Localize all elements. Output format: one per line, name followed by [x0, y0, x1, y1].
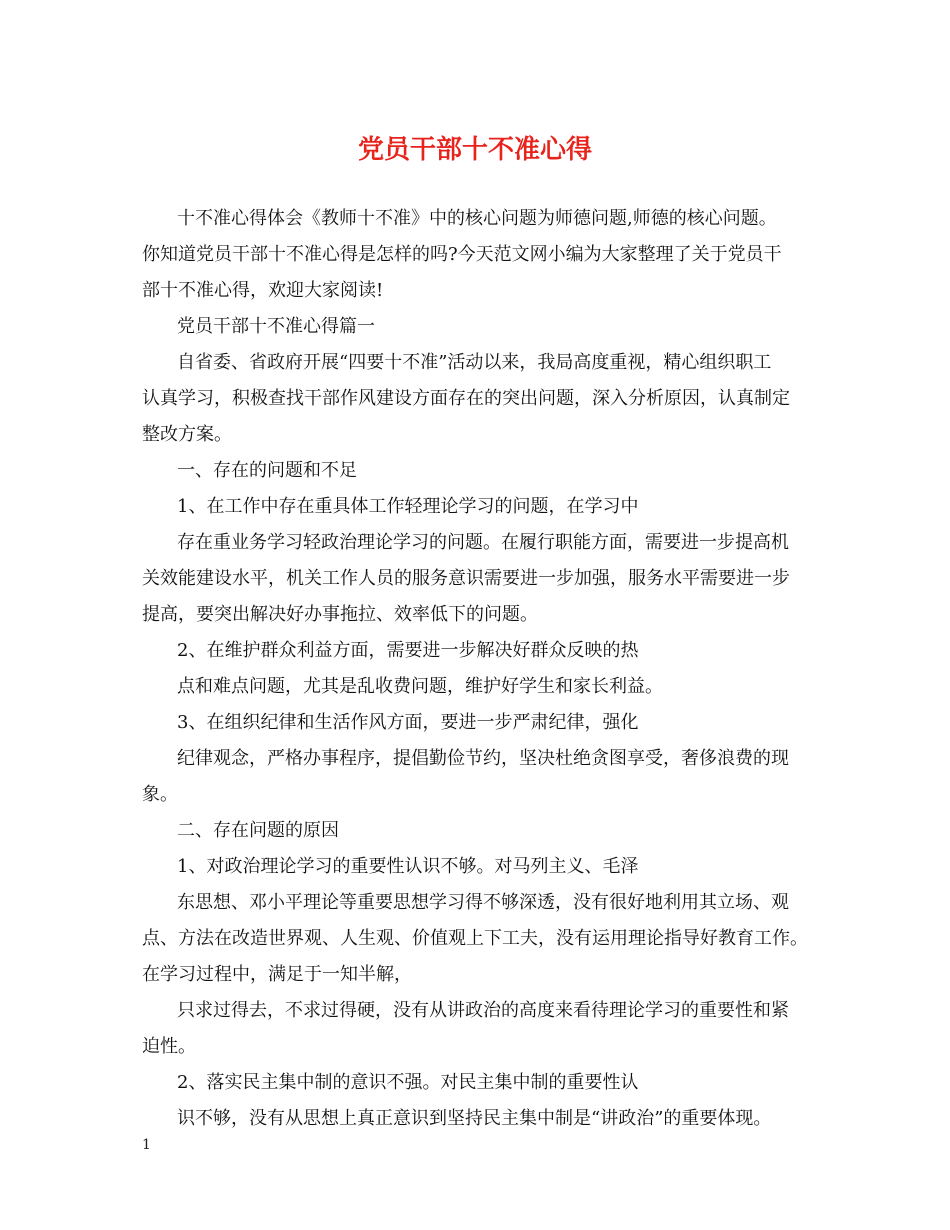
body-line: 点、方法在改造世界观、人生观、价值观上下工夫，没有运用理论指导好教育工作。 [142, 928, 808, 949]
body-line: 只求过得去，不求过得硬，没有从讲政治的高度来看待理论学习的重要性和紧 [177, 1000, 789, 1021]
body-line: 1、在工作中存在重具体工作轻理论学习的问题，在学习中 [177, 496, 639, 517]
body-line: 自省委、省政府开展“四要十不准”活动以来，我局高度重视，精心组织职工 [177, 352, 772, 373]
body-line: 点和难点问题，尤其是乱收费问题，维护好学生和家长利益。 [177, 676, 663, 697]
body-line: 东思想、邓小平理论等重要思想学习得不够深透，没有很好地利用其立场、观 [177, 892, 789, 913]
body-line: 你知道党员干部十不准心得是怎样的吗?今天范文网小编为大家整理了关于党员干 [142, 244, 782, 265]
body-line: 识不够，没有从思想上真正意识到坚持民主集中制是“讲政治”的重要体现。 [177, 1108, 772, 1129]
body-line: 存在重业务学习轻政治理论学习的问题。在履行职能方面，需要进一步提高机 [177, 532, 789, 553]
body-line: 关效能建设水平，机关工作人员的服务意识需要进一步加强，服务水平需要进一步 [142, 568, 790, 589]
body-line: 部十不准心得，欢迎大家阅读! [142, 280, 384, 301]
body-line: 纪律观念，严格办事程序，提倡勤俭节约，坚决杜绝贪图享受，奢侈浪费的现 [177, 748, 789, 769]
body-line: 认真学习，积极查找干部作风建设方面存在的突出问题，深入分析原因，认真制定 [142, 388, 790, 409]
body-line: 十不准心得体会《教师十不准》中的核心问题为师德问题,师德的核心问题。 [177, 208, 777, 229]
document-title: 党员干部十不准心得 [357, 135, 592, 165]
body-line: 2、落实民主集中制的意识不强。对民主集中制的重要性认 [177, 1072, 639, 1093]
body-line: 整改方案。 [142, 424, 232, 445]
body-line: 象。 [142, 784, 178, 805]
body-line: 2、在维护群众利益方面，需要进一步解决好群众反映的热 [177, 640, 639, 661]
body-line: 党员干部十不准心得篇一 [177, 316, 375, 337]
body-line: 在学习过程中，满足于一知半解， [142, 964, 412, 985]
document-body [142, 201, 822, 1137]
page-number: 1 [142, 1137, 151, 1153]
body-line: 1、对政治理论学习的重要性认识不够。对马列主义、毛泽 [177, 856, 639, 877]
body-line: 提高，要突出解决好办事拖拉、效率低下的问题。 [142, 604, 538, 625]
body-line: 一、存在的问题和不足 [177, 460, 357, 481]
body-line: 迫性。 [142, 1036, 196, 1057]
body-line: 二、存在问题的原因 [177, 820, 339, 841]
body-line: 3、在组织纪律和生活作风方面，要进一步严肃纪律，强化 [177, 712, 639, 733]
